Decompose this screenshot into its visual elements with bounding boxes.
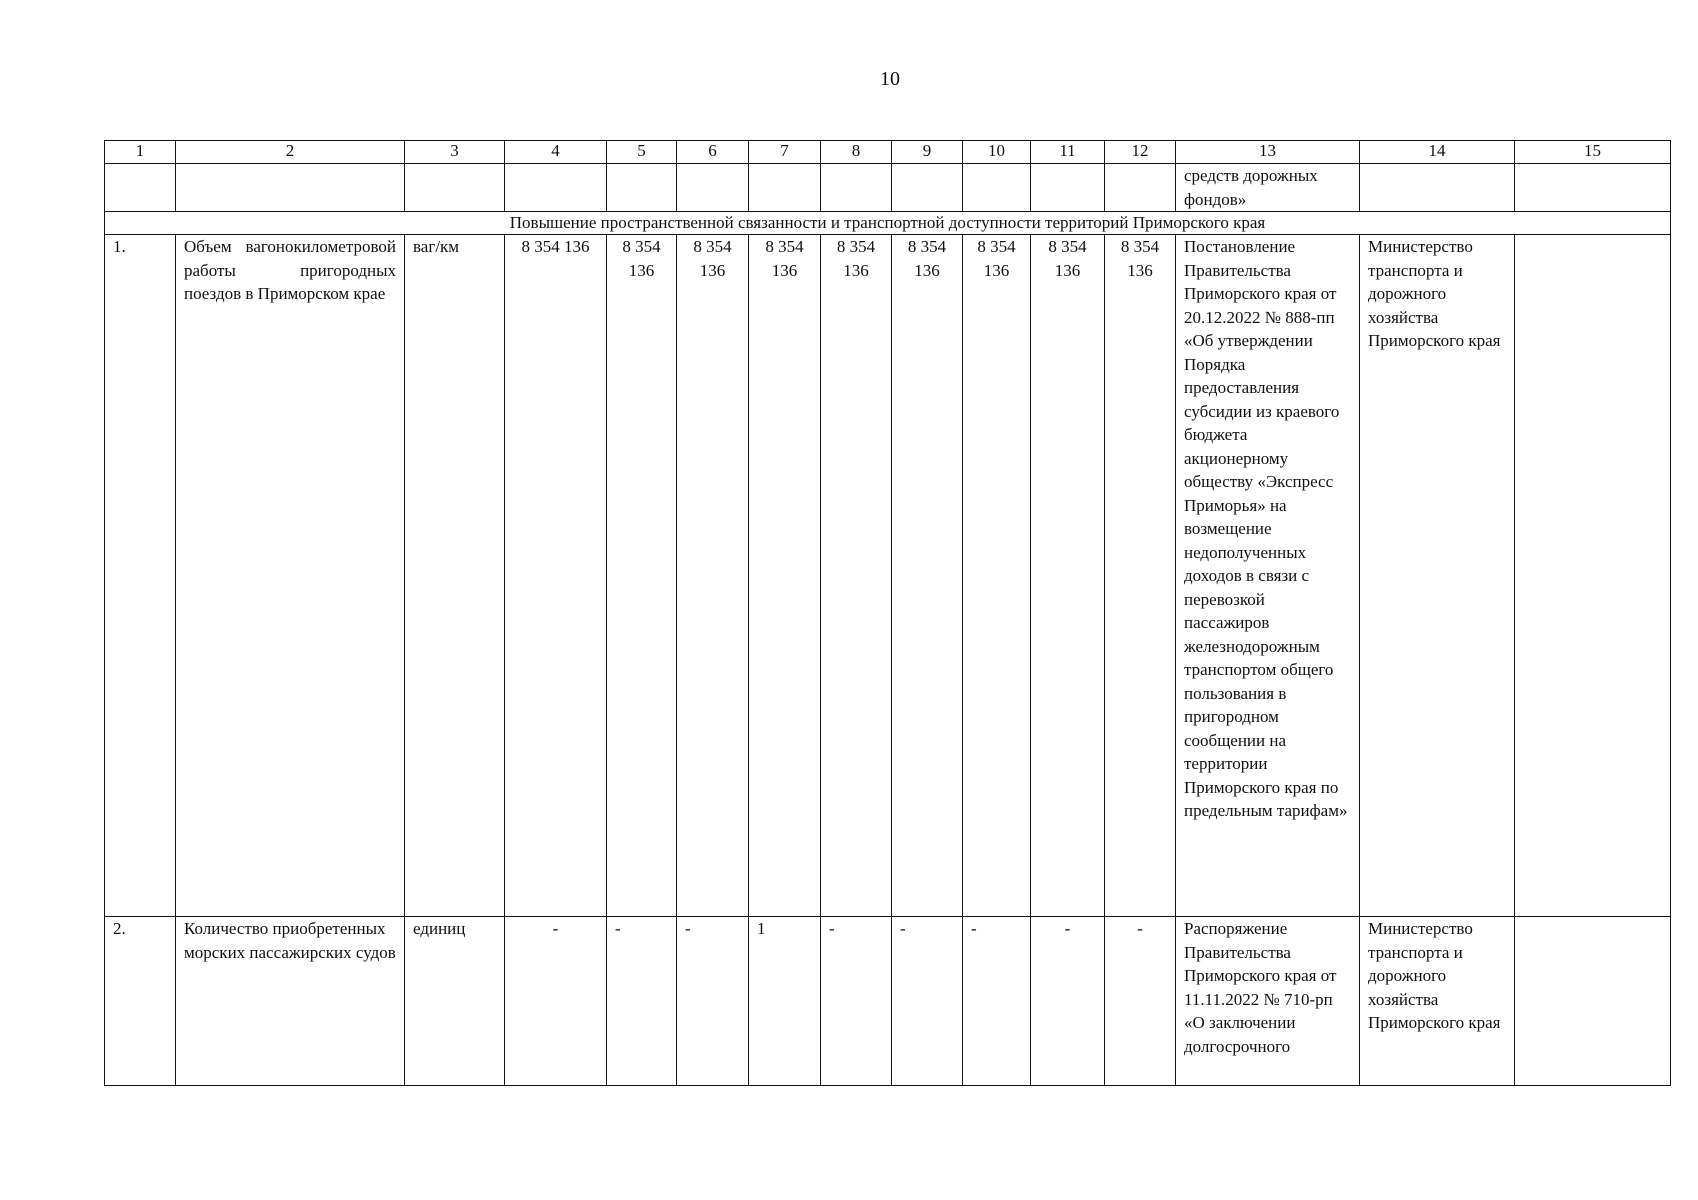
col-number: 12 [1105, 141, 1176, 164]
table-row [105, 917, 1671, 1086]
responsible-body: Министерство транспорта и дорожного хозяйства Приморского края [1360, 235, 1515, 917]
value-cell: 8 354 136 [963, 235, 1031, 917]
col-number: 3 [405, 141, 505, 164]
unit: единиц [405, 917, 505, 1086]
col-number: 15 [1515, 141, 1671, 164]
column-number-row [105, 141, 1671, 164]
value-cell: 8 354 136 [821, 235, 892, 917]
indicator-name: Количество приобретенных морских пассажирских судов [176, 917, 405, 1086]
unit: ваг/км [405, 235, 505, 917]
col-number: 14 [1360, 141, 1515, 164]
indicator-name: Объем вагонокилометровой работы пригородных поездов в Приморском крае [176, 235, 405, 917]
col-number: 10 [963, 141, 1031, 164]
legal-document: Постановление Правительства Приморского края от 20.12.2022 № 888-пп «Об утверждении Порядка предоставления субсидии из краевого бюджета акционерному обществу «Экспресс Приморья» на возмещение недополученных доходов в связи с перевозкой пассажиров железнодорожным транспортом общего пользования в пригородном сообщении на территории Приморского края по предельным тарифам» [1176, 235, 1360, 917]
value-cell: 8 354 136 [505, 235, 607, 917]
continuation-row [105, 164, 1671, 212]
responsible-body: Министерство транспорта и дорожного хозяйства Приморского края [1360, 917, 1515, 1086]
col-number: 9 [892, 141, 963, 164]
indicators-table [104, 140, 1671, 1086]
value-cell: - [505, 917, 607, 1086]
col-number: 2 [176, 141, 405, 164]
value-cell: 8 354 136 [677, 235, 749, 917]
value-cell: - [963, 917, 1031, 1086]
col-number: 8 [821, 141, 892, 164]
note-cell [1515, 235, 1671, 917]
page-number: 10 [880, 68, 900, 90]
col-number: 11 [1031, 141, 1105, 164]
value-cell: 8 354 136 [607, 235, 677, 917]
col-number: 6 [677, 141, 749, 164]
continuation-text: средств дорожных фондов» [1176, 164, 1360, 212]
value-cell: 8 354 136 [1031, 235, 1105, 917]
value-cell: 1 [749, 917, 821, 1086]
value-cell: 8 354 136 [1105, 235, 1176, 917]
table-row [105, 235, 1671, 917]
col-number: 1 [105, 141, 176, 164]
value-cell: - [677, 917, 749, 1086]
col-number: 4 [505, 141, 607, 164]
col-number: 13 [1176, 141, 1360, 164]
row-number: 1. [105, 235, 176, 917]
note-cell [1515, 917, 1671, 1086]
col-number: 7 [749, 141, 821, 164]
value-cell: 8 354 136 [749, 235, 821, 917]
value-cell: - [607, 917, 677, 1086]
legal-document: Распоряжение Правительства Приморского края от 11.11.2022 № 710-рп «О заключении долгосрочного [1176, 917, 1360, 1086]
section-title: Повышение пространственной связанности и транспортной доступности территорий Приморского края [105, 212, 1671, 235]
section-row [105, 212, 1671, 235]
value-cell: - [1105, 917, 1176, 1086]
col-number: 5 [607, 141, 677, 164]
value-cell: - [821, 917, 892, 1086]
value-cell: - [892, 917, 963, 1086]
value-cell: - [1031, 917, 1105, 1086]
value-cell: 8 354 136 [892, 235, 963, 917]
row-number: 2. [105, 917, 176, 1086]
